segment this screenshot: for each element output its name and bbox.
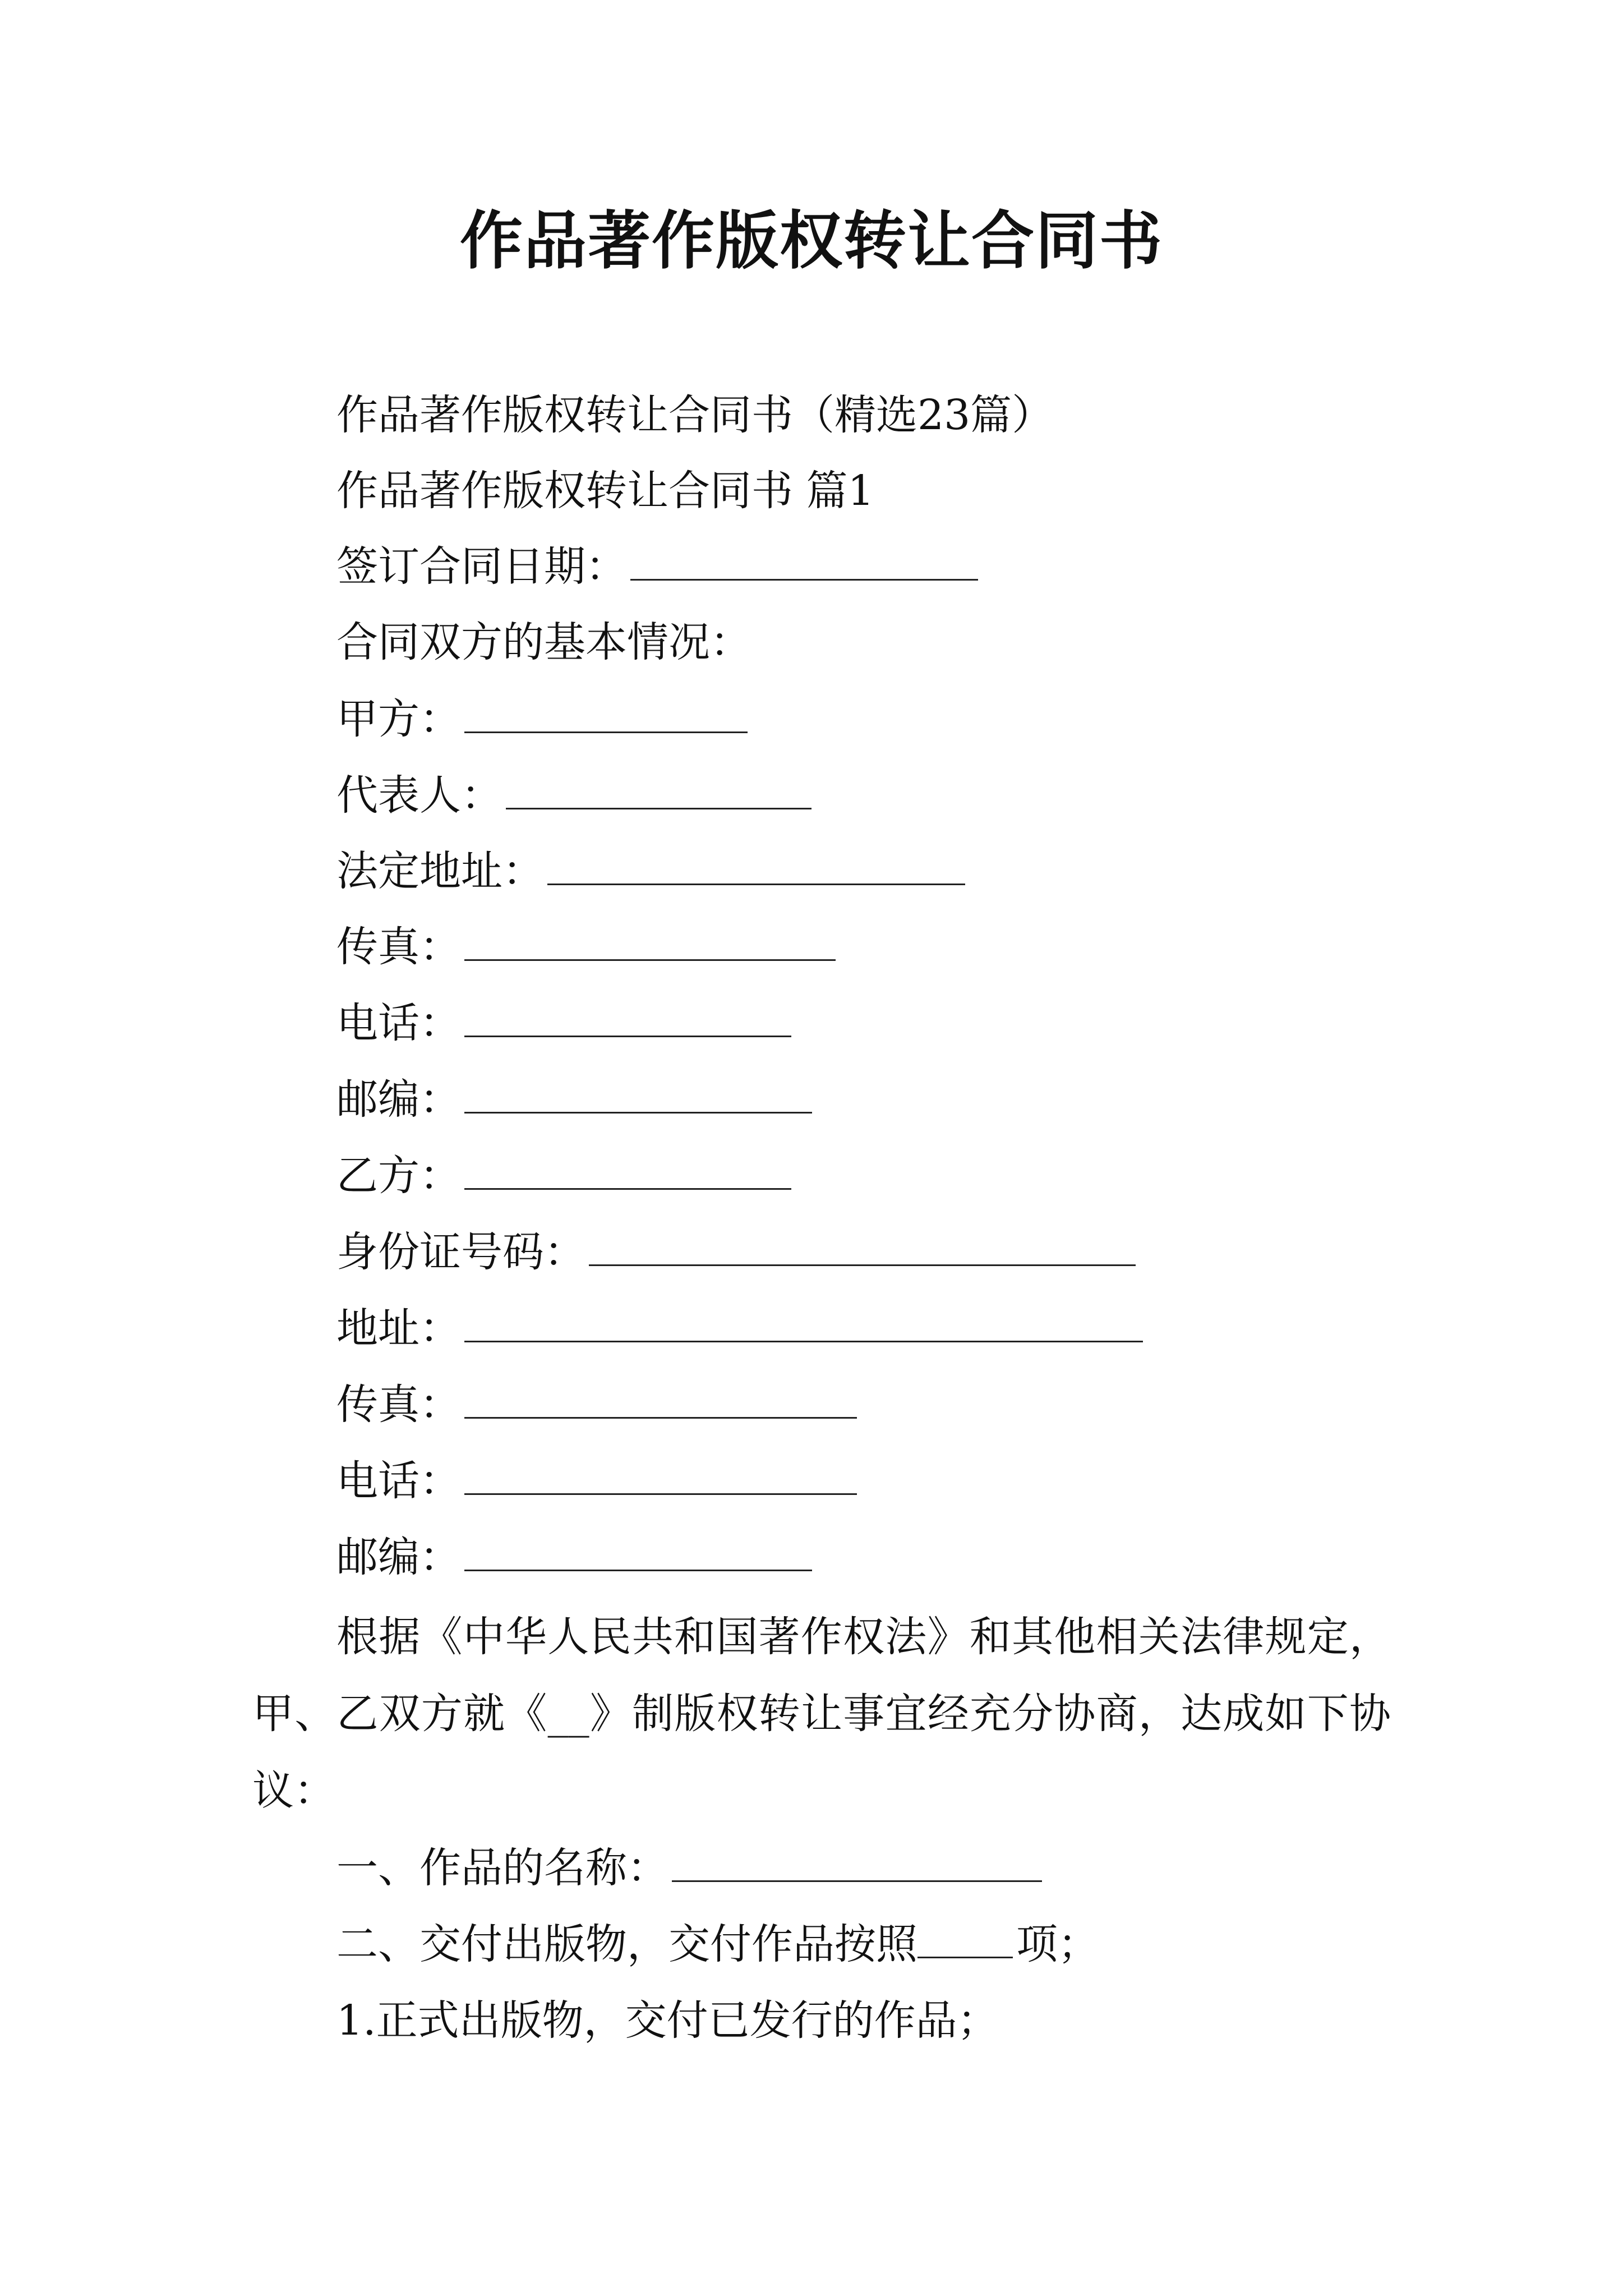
party-a-phone-blank[interactable] xyxy=(464,995,791,1037)
clause-1-label: 一、作品的名称： xyxy=(336,1844,668,1892)
signing-date-blank[interactable] xyxy=(630,539,978,581)
party-b-postcode-row xyxy=(336,1529,812,1585)
representative-blank[interactable] xyxy=(506,767,811,809)
party-a-fax-label: 传真： xyxy=(336,923,461,971)
legal-address-blank[interactable] xyxy=(547,843,965,885)
party-b-postcode-blank[interactable] xyxy=(464,1529,812,1571)
party-b-phone-blank[interactable] xyxy=(464,1453,857,1495)
representative-label: 代表人： xyxy=(336,771,502,820)
party-a-postcode-label: 邮编： xyxy=(336,1075,461,1124)
party-b-address-blank[interactable] xyxy=(464,1300,1143,1342)
parties-info-label: 合同双方的基本情况： xyxy=(336,618,751,666)
party-b-fax-row xyxy=(336,1377,857,1433)
party-b-postcode-label: 邮编： xyxy=(336,1533,461,1581)
agreement-paragraph: 根据《中华人民共和国著作权法》和其他相关法律规定，甲、乙双方就《__》制版权转让事宜经充分协商，达成如下协议： xyxy=(252,1613,1391,1815)
clause-2-row xyxy=(336,1916,1099,1972)
clause-2-blank[interactable] xyxy=(917,1916,1013,1958)
party-a-postcode-row xyxy=(336,1071,812,1128)
signing-date-label: 签订合同日期： xyxy=(336,542,627,591)
party-b-blank[interactable] xyxy=(464,1148,791,1190)
party-b-phone-row xyxy=(336,1453,857,1509)
party-a-fax-blank[interactable] xyxy=(464,919,836,961)
party-b-phone-label: 电话： xyxy=(336,1457,461,1505)
legal-address-label: 法定地址： xyxy=(336,847,544,895)
party-b-row xyxy=(336,1148,791,1204)
representative-row xyxy=(336,767,811,823)
clause-2-text-after: 项； xyxy=(1016,1920,1099,1968)
id-number-blank[interactable] xyxy=(589,1224,1136,1266)
document-title: 作品著作版权转让合同书 xyxy=(460,204,1163,278)
party-b-fax-blank[interactable] xyxy=(464,1377,857,1419)
work-name-blank[interactable] xyxy=(672,1840,1042,1882)
section-heading: 作品著作版权转让合同书 篇1 xyxy=(336,467,874,515)
clause-2-text-before: 二、交付出版物，交付作品按照 xyxy=(336,1920,917,1968)
signing-date-row xyxy=(336,539,978,595)
party-b-label: 乙方： xyxy=(336,1152,461,1200)
party-b-address-label: 地址： xyxy=(336,1304,461,1352)
id-number-label: 身份证号码： xyxy=(336,1228,585,1276)
party-a-fax-row xyxy=(336,919,836,975)
clause-1-row xyxy=(336,1840,1042,1896)
party-a-phone-label: 电话： xyxy=(336,999,461,1047)
party-b-fax-label: 传真： xyxy=(336,1381,461,1429)
clause-2-item-1: 1.正式出版物，交付已发行的作品； xyxy=(336,1996,999,2045)
legal-address-row xyxy=(336,843,965,899)
party-a-blank[interactable] xyxy=(464,691,748,733)
party-a-row xyxy=(336,691,748,747)
party-a-postcode-blank[interactable] xyxy=(464,1071,812,1114)
party-a-phone-row xyxy=(336,995,791,1051)
party-a-label: 甲方： xyxy=(336,695,461,743)
id-number-row xyxy=(336,1224,1136,1280)
party-b-address-row xyxy=(336,1300,1143,1356)
subtitle: 作品著作版权转让合同书（精选23篇） xyxy=(336,391,1054,439)
